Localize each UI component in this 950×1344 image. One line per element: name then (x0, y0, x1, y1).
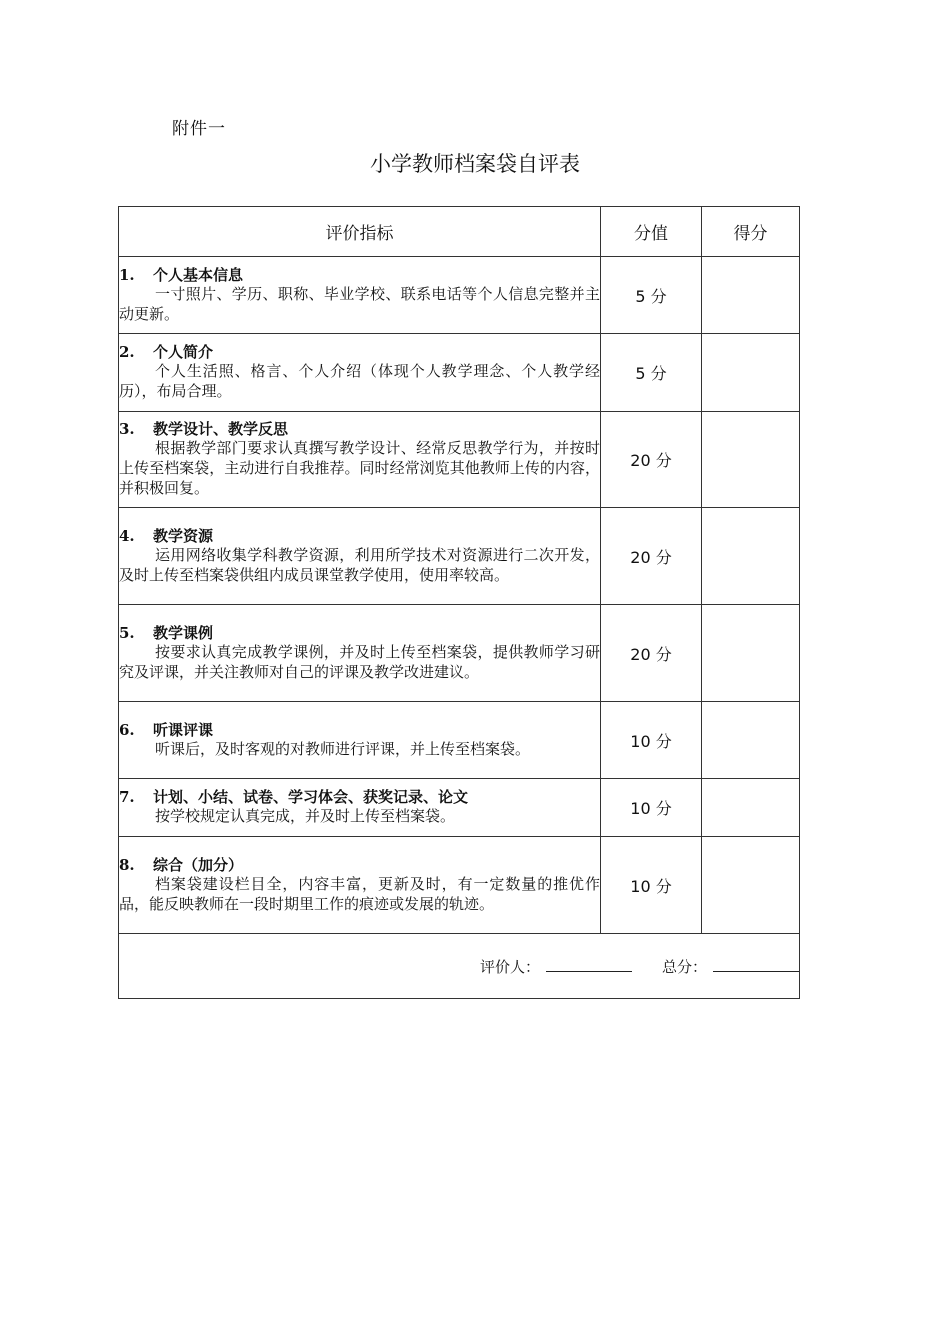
item-title: 教学设计、教学反思 (153, 420, 289, 438)
attachment-label: 附件一 (172, 119, 226, 139)
evaluation-table (118, 206, 800, 999)
criterion-cell (119, 702, 601, 779)
evaluator-label: 评价人： (479, 957, 540, 976)
points-cell: 10 分 (601, 702, 702, 779)
item-title: 听课评课 (153, 720, 214, 739)
page-title: 小学教师档案袋自评表 (370, 152, 580, 176)
score-cell[interactable] (702, 702, 800, 779)
item-description: 个人生活照、格言、个人介绍（体现个人教学理念、个人教学经历），布局合理。 (119, 362, 600, 400)
criterion-cell (119, 412, 601, 508)
item-description: 听课后，及时客观的对教师进行评课，并上传至档案袋。 (155, 739, 531, 758)
score-cell[interactable] (702, 837, 800, 934)
item-number: 3. (119, 420, 135, 438)
header-criteria: 评价指标 (119, 207, 601, 257)
item-title: 个人基本信息 (153, 265, 244, 284)
table-row (119, 257, 800, 334)
item-description: 一寸照片、学历、职称、毕业学校、联系电话等个人信息完整并主动更新。 (119, 284, 600, 323)
item-number: 4. (119, 526, 135, 545)
points-cell: 5 分 (601, 257, 702, 334)
evaluator-signature-line[interactable] (546, 957, 632, 972)
table-row (119, 334, 800, 412)
header-score: 得分 (702, 207, 800, 257)
points-cell: 5 分 (601, 334, 702, 412)
table-row (119, 508, 800, 605)
table-row (119, 837, 800, 934)
score-cell[interactable] (702, 257, 800, 334)
criterion-cell (119, 257, 601, 334)
item-number: 2. (119, 343, 135, 361)
footer-cell (119, 934, 800, 999)
score-cell[interactable] (702, 508, 800, 605)
item-description: 根据教学部门要求认真撰写教学设计、经常反思教学行为，并按时上传至档案袋，主动进行自我推荐。同时经常浏览其他教师上传的内容，并积极回复。 (119, 439, 600, 497)
points-cell: 10 分 (601, 837, 702, 934)
points-cell: 20 分 (601, 412, 702, 508)
item-number: 6. (119, 720, 135, 739)
criterion-cell (119, 605, 601, 702)
criterion-cell (119, 779, 601, 837)
item-description: 运用网络收集学科教学资源，利用所学技术对资源进行二次开发，及时上传至档案袋供组内成员课堂教学使用，使用率较高。 (119, 545, 600, 584)
score-cell[interactable] (702, 334, 800, 412)
item-title: 个人简介 (153, 343, 214, 361)
item-description: 按学校规定认真完成，并及时上传至档案袋。 (155, 807, 456, 825)
criterion-cell (119, 334, 601, 412)
item-number: 7. (119, 788, 135, 806)
item-title: 教学课例 (153, 623, 214, 642)
total-score-line[interactable] (713, 957, 799, 972)
item-title: 教学资源 (153, 526, 214, 545)
score-cell[interactable] (702, 412, 800, 508)
table-row (119, 605, 800, 702)
score-cell[interactable] (702, 605, 800, 702)
header-points: 分值 (601, 207, 702, 257)
total-label: 总分： (661, 957, 707, 976)
criterion-cell (119, 837, 601, 934)
item-number: 1. (119, 265, 135, 284)
item-number: 5. (119, 623, 135, 642)
points-cell: 20 分 (601, 508, 702, 605)
points-cell: 10 分 (601, 779, 702, 837)
table-header-row (119, 207, 800, 257)
item-title: 综合（加分） (153, 855, 244, 874)
table-row (119, 779, 800, 837)
item-title: 计划、小结、试卷、学习体会、获奖记录、论文 (153, 788, 469, 806)
item-number: 8. (119, 855, 135, 874)
item-description: 档案袋建设栏目全，内容丰富，更新及时，有一定数量的推优作品，能反映教师在一段时期里工作的痕迹或发展的轨迹。 (119, 874, 600, 913)
footer-row (119, 934, 800, 999)
table-row (119, 702, 800, 779)
table-row (119, 412, 800, 508)
points-cell: 20 分 (601, 605, 702, 702)
score-cell[interactable] (702, 779, 800, 837)
item-description: 按要求认真完成教学课例，并及时上传至档案袋，提供教师学习研究及评课，并关注教师对自己的评课及教学改进建议。 (119, 642, 600, 681)
criterion-cell (119, 508, 601, 605)
